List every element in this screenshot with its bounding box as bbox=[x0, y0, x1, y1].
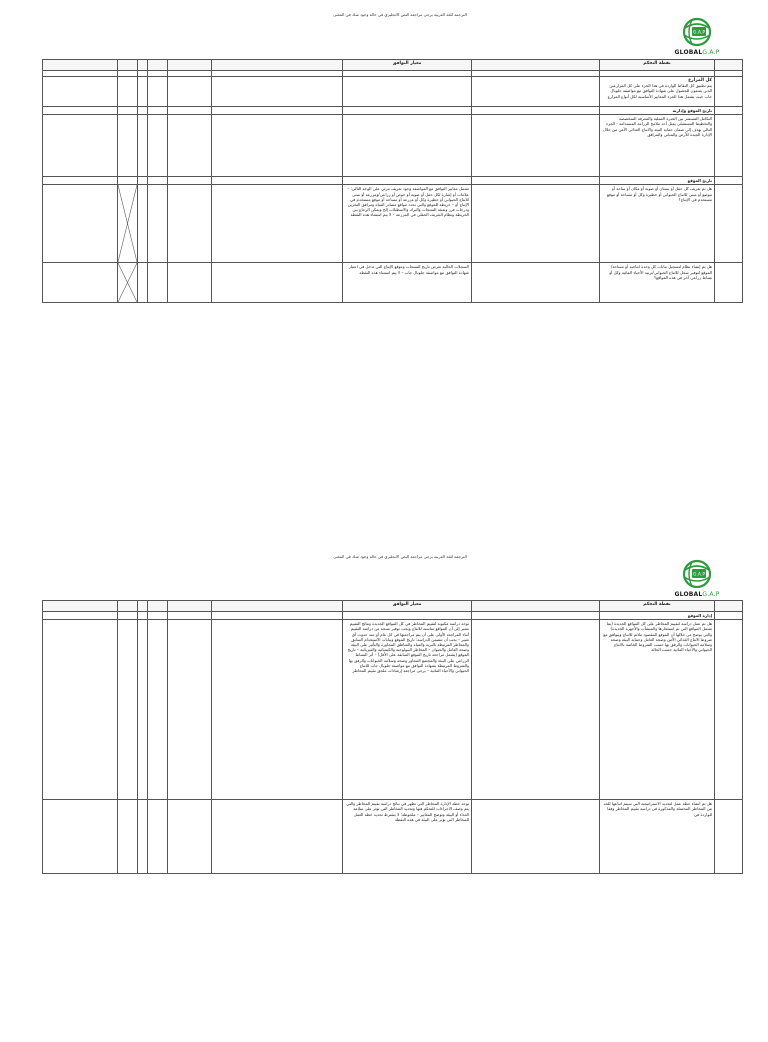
section-title-all-farms: كل المزارع bbox=[688, 78, 712, 83]
globalgap-logo bbox=[672, 558, 722, 600]
control-points-table-1 bbox=[42, 59, 743, 303]
section-row-all-farms bbox=[43, 77, 743, 107]
section-text-all-farms: يتم تطبيق كل النقاط الواردة في هذا الجزء على كل المزارعين الذين يسعون للحصول على شهادة التوافق مع مواصفة جلوبال جاب حيث يشمل هذا الجزء المعايير الأساسية لكل أنواع المزارع bbox=[607, 83, 712, 99]
subsection-row-site-management bbox=[43, 612, 743, 620]
globalgap-logo bbox=[672, 16, 722, 58]
logo-wordmark: GLOBALG.A.P bbox=[674, 49, 720, 56]
document-page-2 bbox=[0, 542, 768, 1042]
globe-logo-icon bbox=[672, 558, 722, 592]
subsection-title-site-management: إدارة الموقع bbox=[600, 612, 715, 620]
section-title-site-history: تاريخ الموقع وإدارته bbox=[600, 107, 715, 115]
section-text-site-history: التكامل المستمر بين الخبرة العملية والمعرفة المتخصصة والتخطيط المستقبلي يمثل أحد ملامح الزراعة المستدامة - الجزء التالي يهدف إلى ضمان حماية البيئة والانتاج الغذائي الآمن من خلال الإدارة الجيدة للأرض والمباني والمرافق bbox=[600, 115, 715, 177]
control-point-cell: هل تم تعريف كل حقل أو بستان أو صوبة أو مكان أو ساحة أو موضع أو مبنى للانتاج الحيواني أو حظيرة وكل أو مساحة أو موقع مستخدم في الإنتاج؟ bbox=[600, 185, 715, 263]
subsection-row-history bbox=[43, 177, 743, 185]
not-applicable-cross bbox=[118, 185, 138, 263]
control-point-header: نقطة التحكم bbox=[600, 60, 715, 71]
svg-text:G.A.P: G.A.P bbox=[692, 30, 706, 36]
globe-logo-icon bbox=[672, 16, 722, 50]
table-header-row bbox=[43, 60, 743, 71]
control-point-cell: هل تم إنشاء نظام لتسجيل بيانات كل وحدة انتاجية أو مساحة/الموقع لتوفير سجل للانتاج الحيواني/تربية الأحياء المائية وكل أو نشاط زراعي آخر في هذه المواقع؟ bbox=[600, 263, 715, 303]
control-points-table-2 bbox=[42, 600, 743, 874]
not-applicable-cross bbox=[118, 263, 138, 303]
control-point-cell: هل تم عمل دراسة لتقييم المخاطر على كل المواقع الجديدة (بما يشمل المواقع التي تم استئجارها والمنشآت والأجهزة الجديدة) والتي يوضح من خلالها أن الموقع المقصود ملائم للانتاج ويتوافق مع شروط الانتاج الغذائي الآمن وصحة العامل وحماية البيئة وصحة وسلامة الحيوانات والرفق بها حسب الشروط الخاصة بالانتاج الحيواني والأحياء المائية حسب الحالة bbox=[600, 620, 715, 800]
control-point-row bbox=[43, 185, 743, 263]
compliance-criteria-header: معيار التوافق bbox=[343, 60, 472, 71]
control-point-row bbox=[43, 800, 743, 874]
compliance-criteria-header: معيار التوافق bbox=[343, 601, 472, 612]
section-row-site-history bbox=[43, 107, 743, 115]
compliance-criteria-cell: تشمل معايير التوافق مع المواصفة وجود تعريف مرئي على الوجه التالي: – علامات أو إشارة لكل حقل أو صوبة أو حوض أو زراعي/ومزرعة أو مبنى للانتاج الحيواني أو حظيرة وكل أو مزرعة أو مساحة أو موقع مستخدم في الإنتاج أو – خريطة للموقع والتي تحدد مواقع مصادر المياه ومرافق التخزين ودرجات فرز وتعبئة المنتجات والبرك والاسطبلات إلخ ويمكن الرجاع بين الخريطة ونظام التعريف الحقلي في المزرعة – لا يتم استثناء هذه النقطة bbox=[343, 185, 472, 263]
compliance-criteria-cell: توجد خطة الإدارة المخاطر التي تظهر في نتائج دراسة تقييم المخاطر والتي يتم وصف الاجراءات للتحكم فيها وتحديد المخاطر التي تؤثر على سلامة الغذاء أو البيئة وتوضح المعايير – ملحوظة: لا يشترط تحديد خطة العمل للمخاطر التي تؤثر على البيئة في هذه النقطة bbox=[343, 800, 472, 874]
control-point-row bbox=[43, 620, 743, 800]
control-point-cell: هل تم انشاء خطة عمل لتحديد الاستراتيجية التي سيتم اتباعها للحد من المخاطر المحتملة والمذكورة في دراسة تقييم المخاطر وفقا للواردة في bbox=[600, 800, 715, 874]
subsection-title-history: تاريخ الموقع bbox=[600, 177, 715, 185]
header-translation-note: الترجمة للغة العربية يرجى مراجعة النص الانجليزي في حالة وجود شك في المعنى bbox=[333, 12, 467, 17]
section-intro-row bbox=[43, 115, 743, 177]
document-page-1 bbox=[0, 0, 768, 500]
control-point-header: نقطة التحكم bbox=[600, 601, 715, 612]
compliance-criteria-cell: توجد دراسة مكتوبة لتقييم المخاطر في كل المواقع الجديدة ونتائج التقييم تشير إلى أن المواقع مناسبة للانتاج ويجب توفير نسخة من دراسة التقييم أثناء المراجعة الأولى على أن يتم مراجعتها في كل عام أو عند حدوث أي تغيير – يجب أن تتضمن الدراسة: تاريخ الموقع وبيانات الاستخدام السابق والمخاطر المرتبطة بالتربة والمياه والمناطق المجاورة والتأثير على البيئة وصحة العامل والحيوان – المخاطر البيولوجية والكيميائية والفيزيائية – تاريخ الموقع (يشمل مراجعة تاريخ الموقع السابقة على الأقل) – أثر النشاط الزراعي على البيئة والمجتمع المجاور وصحة وسلامة الحيوانات والرفق بها والشروط المرتبطة بشهادة التوافق مع مواصفة جلوبال جاب للانتاج الحيواني والأحياء المائية – يرجى مراجعة إرشادات ملحق تقييم المخاطر bbox=[343, 620, 472, 800]
svg-text:G.A.P: G.A.P bbox=[692, 572, 706, 578]
compliance-criteria-cell: السجلات الحالية تعرض تاريخ المنتجات وموقع الإنتاج التي تدخل في اعتبار شهادة التوافق مع مواصفة جلوبال جاب – لا يتم استثناء هذه النقطة bbox=[343, 263, 472, 303]
control-point-row bbox=[43, 263, 743, 303]
header-translation-note: الترجمة للغة العربية يرجى مراجعة النص الانجليزي في حالة وجود شك في المعنى bbox=[333, 554, 467, 559]
table-header-row bbox=[43, 601, 743, 612]
logo-wordmark: GLOBALG.A.P bbox=[674, 591, 720, 598]
